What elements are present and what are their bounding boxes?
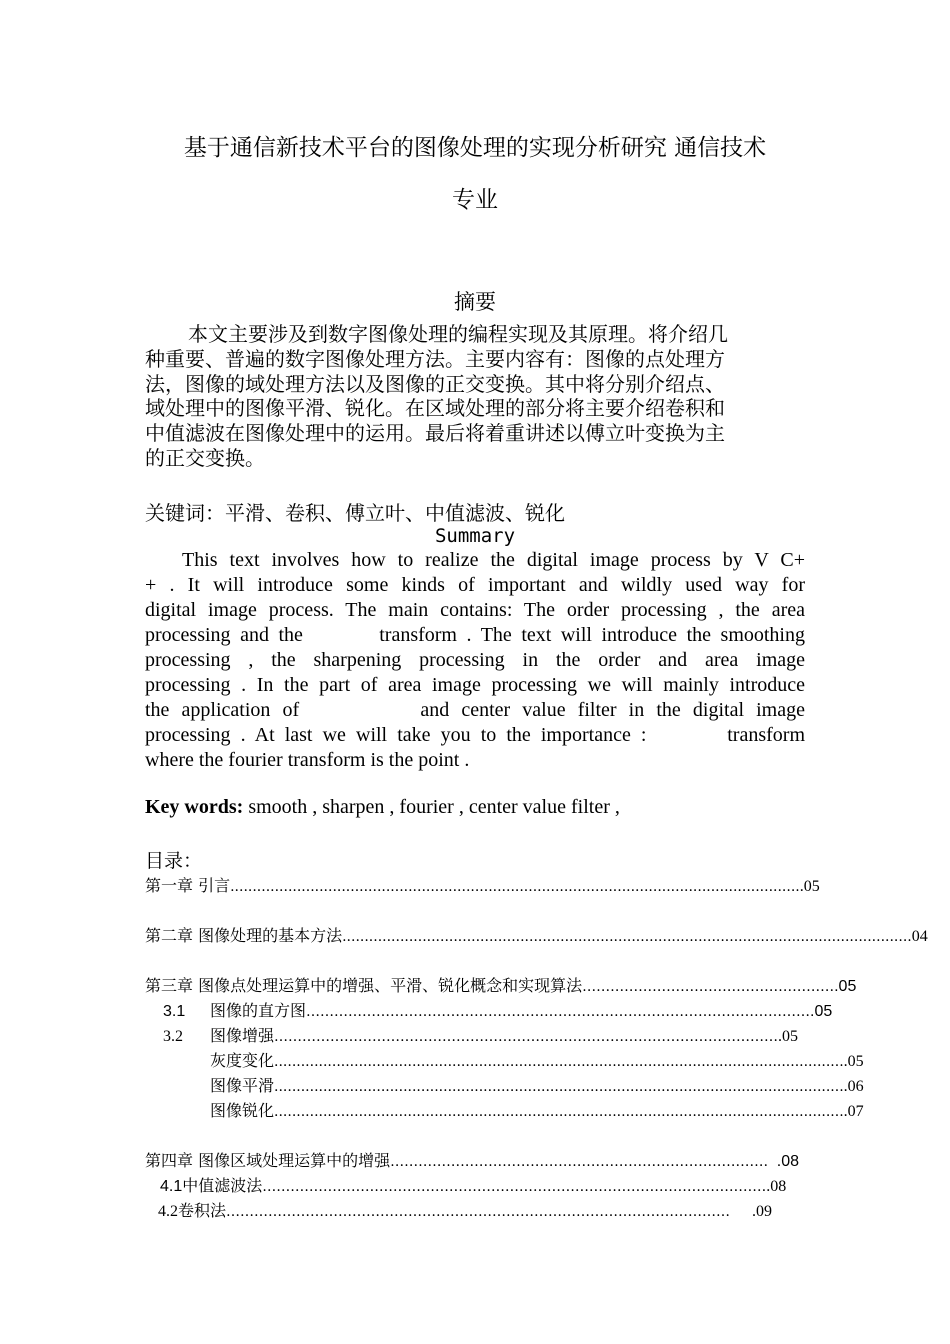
abstract-line: 本文主要涉及到数字图像处理的编程实现及其原理。将介绍几 — [188, 322, 728, 346]
toc-entry[interactable] — [145, 1148, 799, 1170]
english-keywords-text: smooth , sharpen , fourier , center value filter , — [243, 796, 620, 818]
toc-entry-text: 第二章 图像处理的基本方法 — [145, 926, 343, 945]
toc-entry[interactable] — [210, 1048, 864, 1070]
toc-leader-dots: ................................................................................................................................ — [230, 879, 800, 895]
toc-entry[interactable] — [145, 973, 857, 995]
toc-entry-text: 中值滤波法 — [182, 1176, 263, 1195]
toc-entry-text: 图像平滑 — [210, 1076, 275, 1095]
toc-leader-dots: ……………………………………………… — [582, 979, 835, 995]
toc-leader-dots: ……………………………………………………………………………………………… — [274, 1029, 779, 1045]
summary-line: digital image process. The main contains: The order processing , the area — [145, 599, 805, 621]
toc-leader-dots: ................................................................................................................................ — [274, 1054, 844, 1070]
toc-page-number: .05 — [843, 1053, 864, 1070]
toc-leader-dots: ................................................................................................................................ — [274, 1079, 844, 1095]
summary-line: processing and the transform . The text will introduce the smoothing — [145, 624, 805, 646]
toc-entry-text: 灰度变化 — [210, 1051, 275, 1070]
toc-leader-dots: ……………………………………………………………………………………………… — [226, 1204, 731, 1220]
abstract-line: 的正交变换。 — [145, 445, 265, 470]
toc-page-number: .06 — [843, 1078, 864, 1095]
abstract-line: 中值滤波在图像处理中的运用。最后将着重讲述以傅立叶变换为主 — [145, 421, 725, 446]
toc-entry-text: 第四章 图像区域处理运算中的增强 — [145, 1151, 391, 1170]
summary-line: where the fourier transform is the point . — [145, 749, 470, 771]
toc-page-number: 04 — [911, 928, 928, 945]
toc-entry-text: 图像增强 — [210, 1026, 275, 1045]
toc-entry[interactable] — [163, 998, 833, 1020]
summary-heading: Summary — [434, 525, 516, 547]
abstract-heading: 摘要 — [454, 290, 496, 314]
toc-entry-number: 3.2 — [163, 1028, 183, 1045]
toc-leader-dots: ................................................................................................................................ — [342, 929, 912, 945]
toc-page-number: .08 — [766, 1178, 787, 1195]
toc-entry[interactable] — [145, 873, 820, 895]
chinese-keywords: 关键词：平滑、卷积、傅立叶、中值滤波、锐化 — [145, 501, 565, 525]
toc-page-number: .05 — [834, 978, 857, 995]
toc-entry[interactable] — [158, 1198, 772, 1220]
summary-line: the application of and center value filter in the digital image — [145, 699, 805, 721]
summary-line: processing . At last we will take you to the importance : transform — [145, 724, 805, 746]
toc-leader-dots: ……………………………………………………………………………………………… — [262, 1179, 767, 1195]
abstract-paragraph — [145, 322, 807, 471]
toc-entry[interactable] — [145, 923, 928, 945]
toc-entry[interactable] — [160, 1173, 787, 1195]
toc-entry-number: 4.1 — [160, 1178, 183, 1195]
toc-heading: 目录： — [145, 850, 203, 872]
toc-page-number: .05 — [799, 878, 820, 895]
summary-line: processing , the sharpening processing in the order and area image — [145, 649, 805, 671]
toc-page-number: .05 — [810, 1003, 833, 1020]
summary-paragraph — [145, 548, 805, 773]
toc-entry-text: 第一章 引言 — [145, 876, 231, 895]
toc-entry-text: 卷积法 — [178, 1201, 227, 1220]
toc-page-number: .07 — [843, 1103, 864, 1120]
summary-line: This text involves how to realize the digital image process by V C+ — [182, 549, 805, 571]
toc-leader-dots: ……………………………………………………………………… — [390, 1154, 769, 1170]
toc-leader-dots: ................................................................................................................................ — [274, 1104, 844, 1120]
abstract-line: 域处理中的图像平滑、锐化。在区域处理的部分将主要介绍卷积和 — [145, 396, 725, 421]
toc-page-number: .08 — [776, 1153, 799, 1170]
document-title-line-2: 专业 — [452, 187, 498, 213]
toc-entry[interactable] — [163, 1023, 799, 1045]
toc-page-number: .05 — [778, 1028, 799, 1045]
toc-entry-text: 图像锐化 — [210, 1101, 275, 1120]
abstract-line: 法，图像的域处理方法以及图像的正交变换。其中将分别介绍点、 — [145, 371, 725, 396]
document-title-line-1: 基于通信新技术平台的图像处理的实现分析研究 通信技术 — [183, 135, 767, 161]
toc-entry[interactable] — [210, 1073, 864, 1095]
toc-leader-dots: ……………………………………………………………………………………………… — [306, 1004, 811, 1020]
toc-page-number: .09 — [752, 1203, 772, 1220]
toc-entry-text: 第三章 图像点处理运算中的增强、平滑、锐化概念和实现算法 — [145, 976, 583, 995]
abstract-line: 种重要、普遍的数字图像处理方法。主要内容有：图像的点处理方 — [145, 346, 725, 371]
english-keywords — [145, 796, 620, 819]
toc-entry[interactable] — [210, 1098, 864, 1120]
english-keywords-label: Key words: — [145, 796, 244, 818]
toc-entry-text: 图像的直方图 — [210, 1001, 307, 1020]
toc-entry-number: 3.1 — [163, 1003, 186, 1020]
summary-line: processing . In the part of area image processing we will mainly introduce — [145, 674, 805, 696]
toc-entry-number: 4.2 — [158, 1203, 178, 1220]
summary-line: + . It will introduce some kinds of important and wildly used way for — [145, 574, 805, 596]
